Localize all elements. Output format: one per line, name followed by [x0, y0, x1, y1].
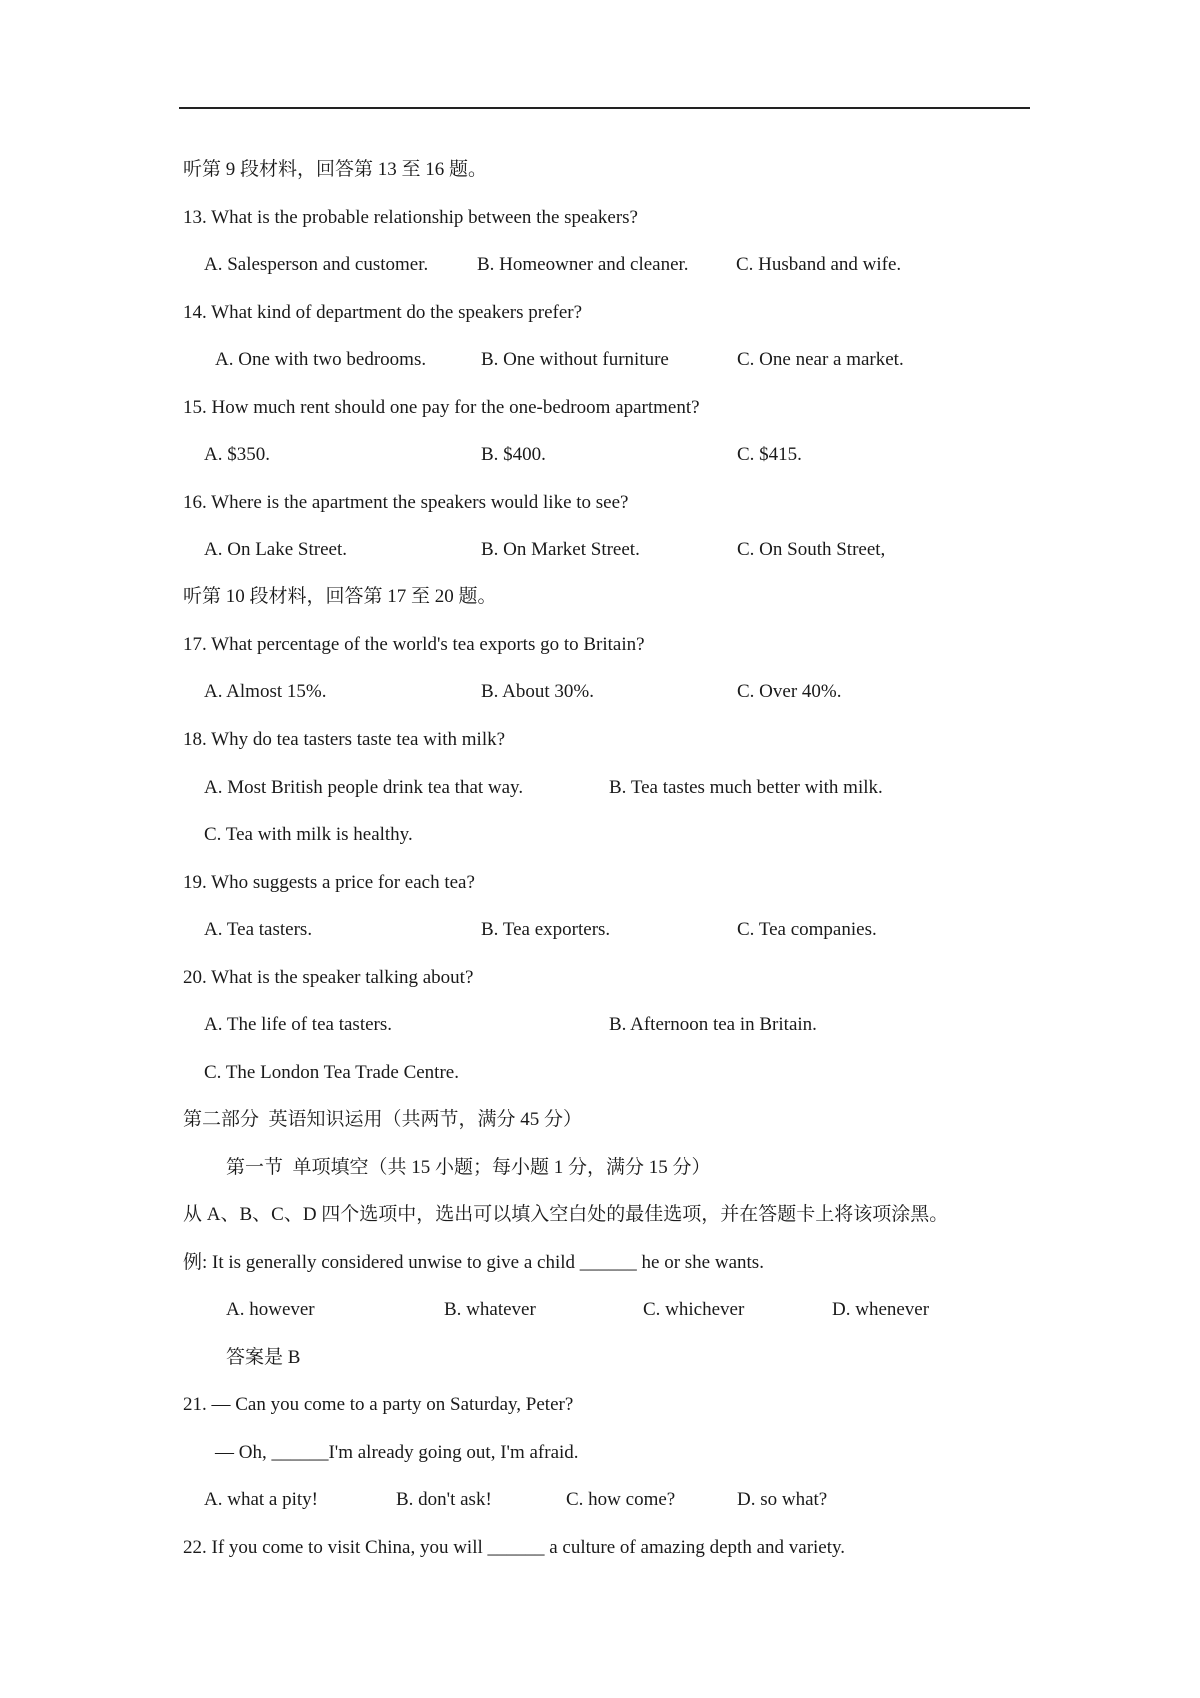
- question-stem: 17. What percentage of the world's tea exports go to Britain?: [183, 634, 645, 655]
- option-b: B. About 30%.: [481, 681, 594, 702]
- option-b: B. On Market Street.: [481, 539, 640, 560]
- option-b: B. whatever: [444, 1299, 536, 1320]
- option-a: A. $350.: [204, 444, 270, 465]
- option-c: C. $415.: [737, 444, 802, 465]
- header-rule: [179, 107, 1030, 109]
- option-d: D. so what?: [737, 1489, 828, 1510]
- option-b: B. $400.: [481, 444, 546, 465]
- option-a: A. Most British people drink tea that way.: [204, 777, 524, 798]
- option-b: B. Tea exporters.: [481, 919, 611, 940]
- option-c: C. Tea companies.: [737, 919, 877, 940]
- option-c: C. how come?: [566, 1489, 676, 1510]
- option-a: A. what a pity!: [204, 1489, 318, 1510]
- option-b: B. One without furniture: [481, 349, 669, 370]
- question-stem: 18. Why do tea tasters taste tea with milk?: [183, 729, 506, 750]
- option-b: B. don't ask!: [396, 1489, 492, 1510]
- option-b: B. Homeowner and cleaner.: [477, 254, 689, 275]
- option-a: A. On Lake Street.: [204, 539, 347, 560]
- question-stem: 20. What is the speaker talking about?: [183, 967, 474, 988]
- example-stem: 例: It is generally considered unwise to give a child ______ he or she wants.: [183, 1252, 764, 1273]
- section-title: 第一节 单项填空（共 15 小题；每小题 1 分，满分 15 分）: [226, 1157, 711, 1178]
- question-stem: 22. If you come to visit China, you will ______ a culture of amazing depth and variety.: [183, 1537, 846, 1558]
- option-c: C. Tea with milk is healthy.: [204, 824, 413, 845]
- option-a: A. One with two bedrooms.: [215, 349, 427, 370]
- option-a: A. The life of tea tasters.: [204, 1014, 392, 1035]
- option-a: A. Tea tasters.: [204, 919, 313, 940]
- question-stem: 16. Where is the apartment the speakers would like to see?: [183, 492, 629, 513]
- option-c: C. Over 40%.: [737, 681, 842, 702]
- option-b: B. Afternoon tea in Britain.: [609, 1014, 817, 1035]
- option-d: D. whenever: [832, 1299, 930, 1320]
- question-stem: 15. How much rent should one pay for the one-bedroom apartment?: [183, 397, 700, 418]
- option-a: A. however: [226, 1299, 315, 1320]
- option-b: B. Tea tastes much better with milk.: [609, 777, 883, 798]
- part-title: 第二部分 英语知识运用（共两节，满分 45 分）: [183, 1109, 583, 1130]
- instructions: 从 A、B、C、D 四个选项中，选出可以填入空白处的最佳选项，并在答题卡上将该项涂黑。: [183, 1204, 949, 1225]
- option-c: C. Husband and wife.: [736, 254, 902, 275]
- option-a: A. Salesperson and customer.: [204, 254, 429, 275]
- section-header: 听第 10 段材料，回答第 17 至 20 题。: [183, 586, 497, 607]
- example-answer: 答案是 B: [226, 1347, 301, 1368]
- question-stem: 14. What kind of department do the speakers prefer?: [183, 302, 583, 323]
- option-c: C. The London Tea Trade Centre.: [204, 1062, 459, 1083]
- option-c: C. One near a market.: [737, 349, 904, 370]
- question-stem: 19. Who suggests a price for each tea?: [183, 872, 475, 893]
- question-line: — Oh, ______I'm already going out, I'm afraid.: [215, 1442, 579, 1463]
- section-header: 听第 9 段材料，回答第 13 至 16 题。: [183, 159, 488, 180]
- question-stem: 21. — Can you come to a party on Saturday, Peter?: [183, 1394, 574, 1415]
- question-stem: 13. What is the probable relationship between the speakers?: [183, 207, 638, 228]
- option-c: C. On South Street,: [737, 539, 886, 560]
- option-c: C. whichever: [643, 1299, 745, 1320]
- option-a: A. Almost 15%.: [204, 681, 327, 702]
